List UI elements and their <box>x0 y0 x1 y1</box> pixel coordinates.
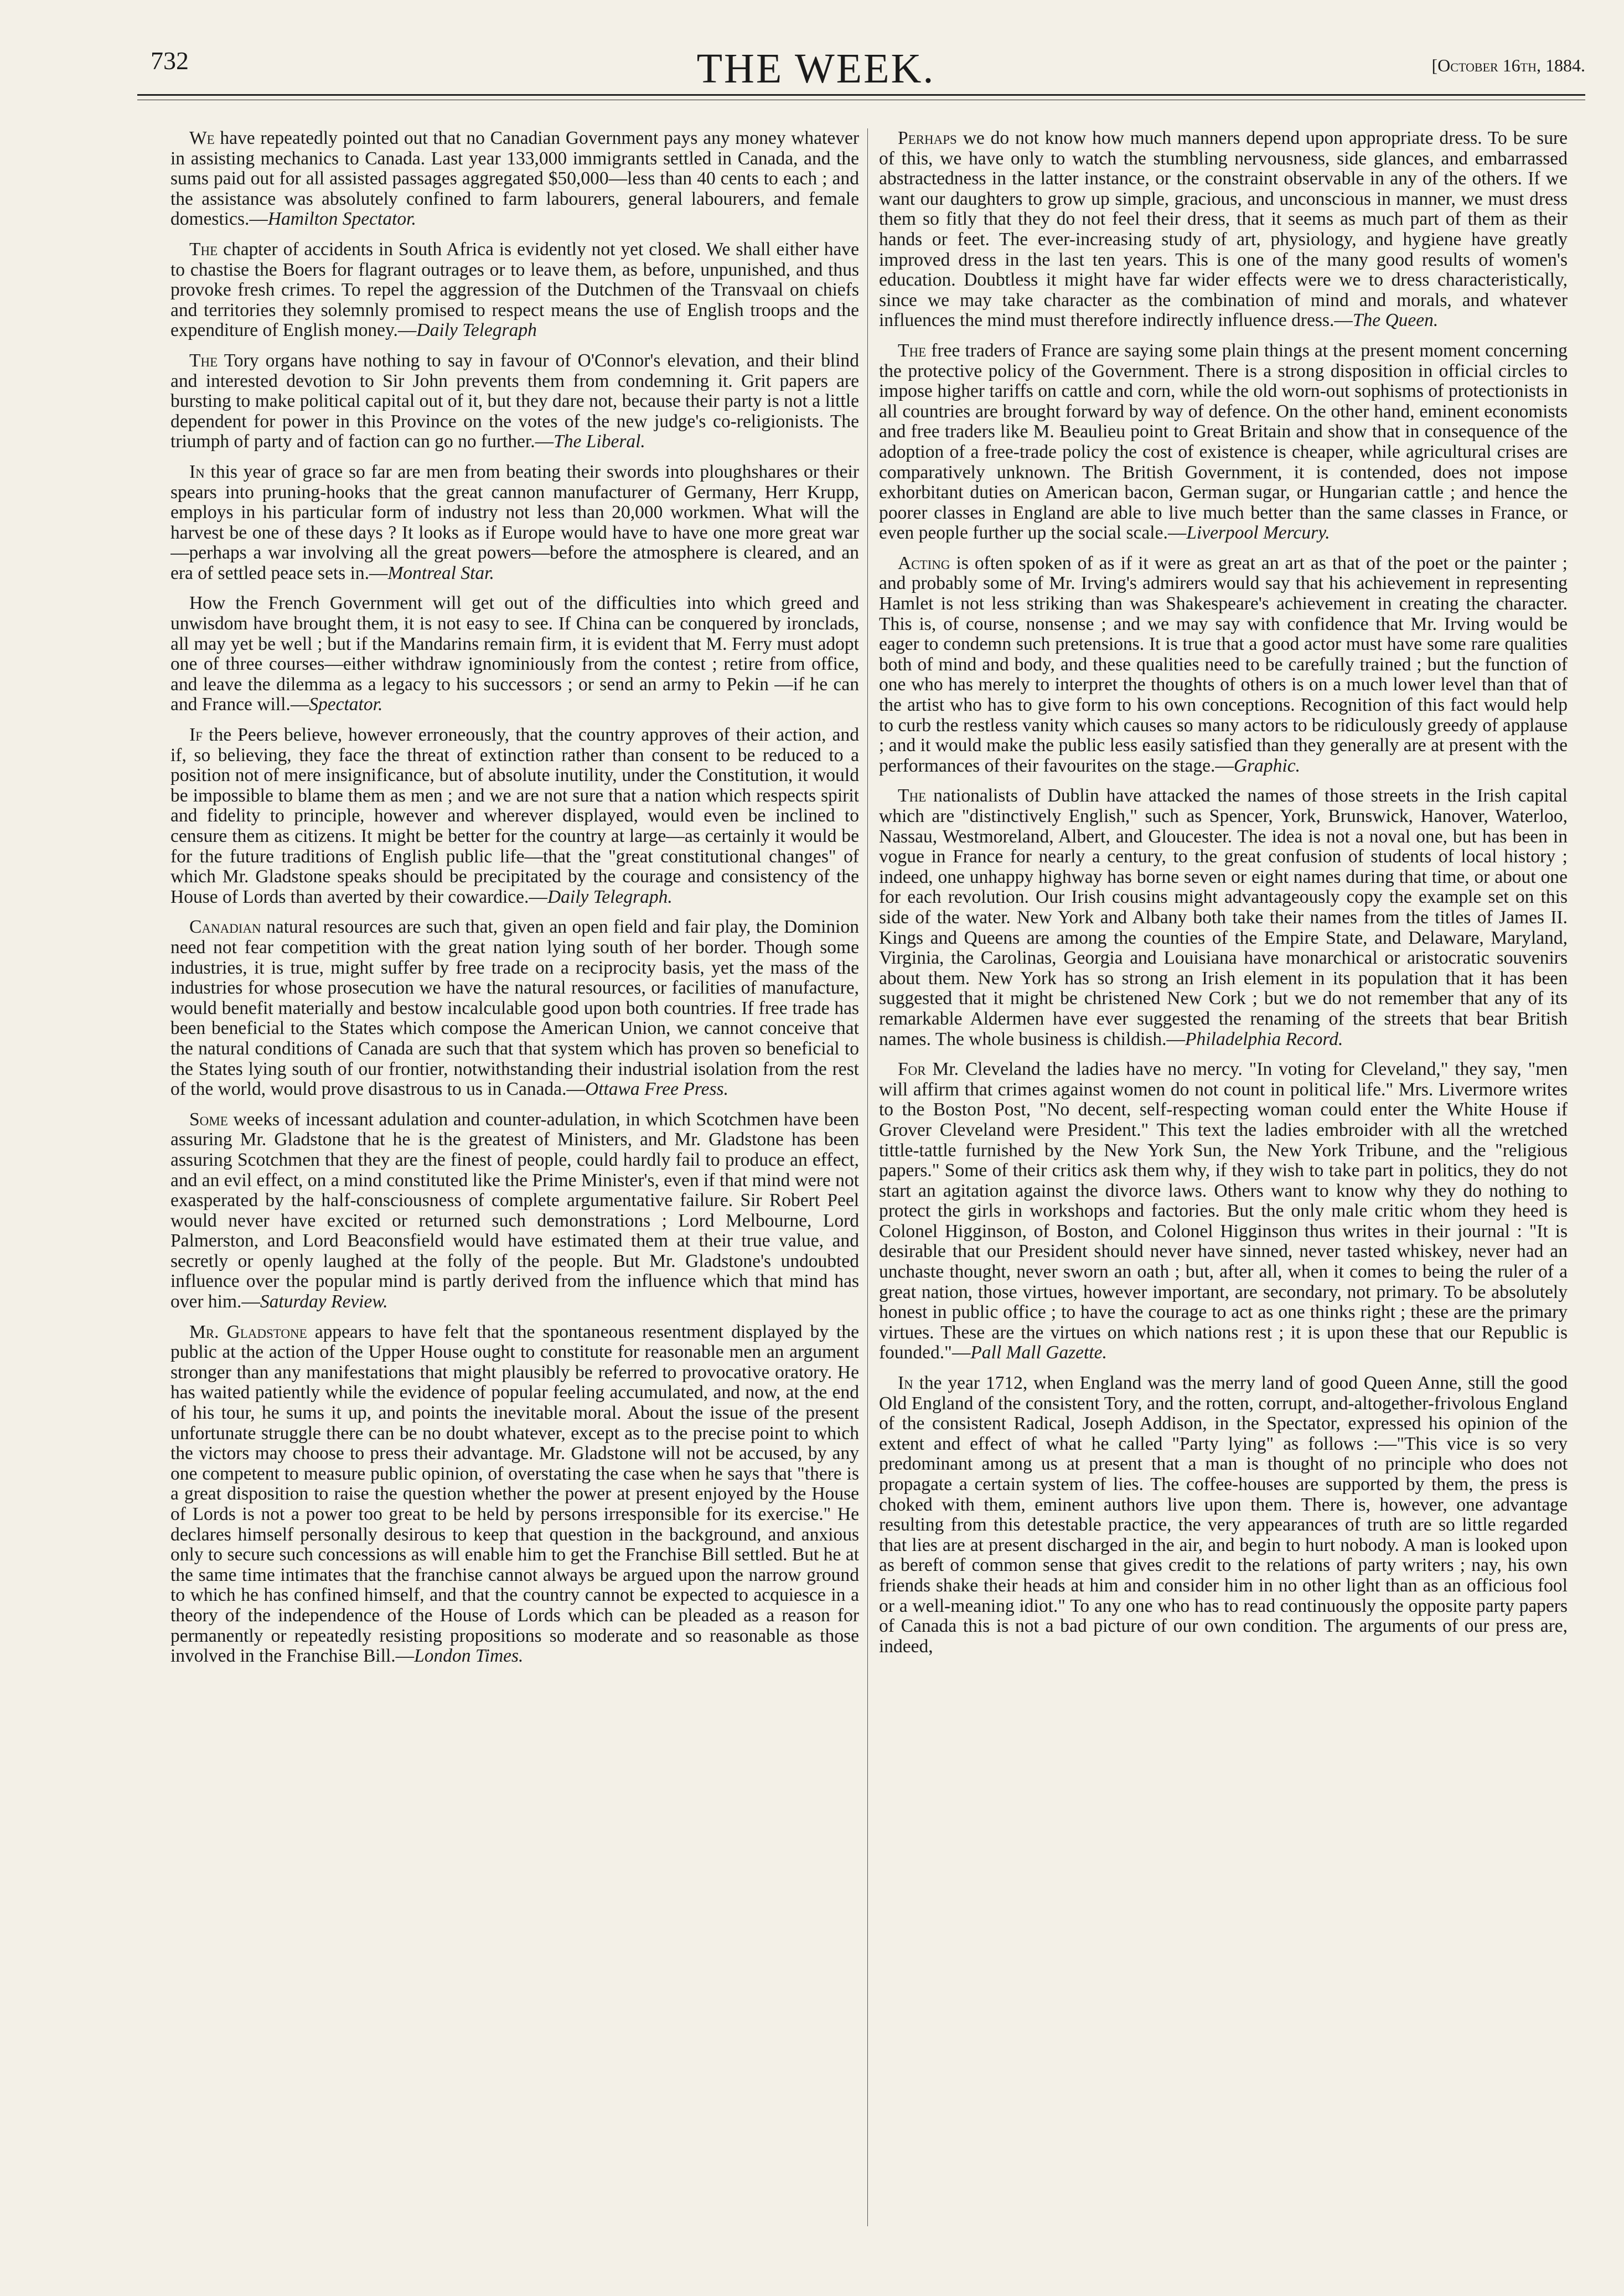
paragraph-lead: The <box>898 785 927 806</box>
paragraph-text: Mr. Cleveland the ladies have no mercy. "In voting for Cleveland," they say, "men will affirm that crimes against women do not count in political life." Mrs. Livermore writes to the Boston Post, "No decent, self-respecting woman could enter the White House if Grover Cleveland were President." This text the ladies embroider with all the wretched tittle-tattle furnished by the New York Sun, the New York Tribune, and the "religious papers." Some of their critics ask them why, if they wish to take part in politics, they do not start an agitation against the divorce laws. Others want to know why they do nothing to protect the girls in workshops and factories. But the only male critic whom they heed is Colonel Higginson, of Boston, and Colonel Higginson thus writes in their journal : "It is desirable that our President should never have sinned, never tasted whiskey, never had an unchaste thought, never sworn an oath ; but, after all, when it comes to being the ruler of a great nation, those virtues, however important, are secondary, not primary. To be absolutely honest in public office ; to have the courage to act as one thinks right ; these are the primary virtues. These are the virtues on which nations rest ; it is upon these that our Republic is founded."— <box>879 1059 1568 1363</box>
paragraph-text: natural resources are such that, given an open field and fair play, the Dominion need not fear competition with the great nation lying south of her border. Though some industries, it is true, might suffer by free trade on a reciprocity basis, yet the mass of the industries for whose prosecution we have the natural resources, or facilities of manufacture, would benefit materially and bestow incalculable good upon both countries. If free trade has been beneficial to the States which compose the American Union, we cannot conceive that the natural conditions of Canada are such that that system which has proven so beneficial to the States lying south of our frontier, notwithstanding their industrial isolation from the rest of the world, would prove disastrous to us in Canada.— <box>170 917 859 1100</box>
right-column <box>879 128 1568 2254</box>
article-paragraph <box>879 1059 1568 1363</box>
paragraph-source: The Queen. <box>1352 310 1439 331</box>
paragraph-text: the year 1712, when England was the merry land of good Queen Anne, still the good Old England of the consistent Tory, and the rotten, corrupt, and-altogether-frivolous England of the consistent Radical, Joseph Addison, in the Spectator, expressed his opinion of the extent and effect of what he called "Party lying" as follows :—"This vice is so very predominant among us at present that a man is thought of no principle who does not propagate a certain system of lies. The coffee-houses are supported by them, the press is choked with them, eminent authors live upon them. There is, however, one advantage resulting from this detestable practice, the very appearances of truth are so little regarded that lies are at present discharged in the air, and begin to hurt nobody. A man is looked upon as bereft of common sense that gives credit to the relations of party writers ; nay, his own friends shake their heads at him and consider him in no other light than as an officious fool or a well-meaning idiot." To any one who has to read continuously the opposite party papers of Canada this is not a bad picture of our own condition. The arguments of our press are, indeed, <box>879 1373 1568 1657</box>
paragraph-text: this year of grace so far are men from beating their swords into ploughshares or their spears into pruning-hooks that the great cannon manufacturer of Germany, Herr Krupp, employs in his particular form of industry not less than 20,000 workmen. What will the harvest be one of these days ? It looks as if Europe would have to have one more great war —perhaps a war involving all the great powers—before the atmosphere is cleared, and an era of settled peace sets in.— <box>170 461 859 583</box>
paragraph-lead: The <box>189 239 218 260</box>
paragraph-text: we do not know how much manners depend upon appropriate dress. To be sure of this, we have only to watch the stumbling nervousness, side glances, and embarrassed abstractedness in the latter instance, or the constraint observable in any of the others. If we want our daughters to grow up simple, gracious, and unconscious in manner, we must dress them so fitly that they do not feel their dress, that it seems as much part of them as their hands or feet. The ever-increasing study of art, physiology, and hygiene have greatly improved dress in the last ten years. This is one of the many good results of women's education. Doubtless it might have far wider effects were we to dress characteristically, since we may take character as the combination of mind and morals, and whatever influences the mind must therefore indirectly influence dress.— <box>879 128 1568 331</box>
paragraph-text: chapter of accidents in South Africa is evidently not yet closed. We shall either have to chastise the Boers for flagrant outrages or to leave them, as before, unpunished, and thus provoke fresh crimes. To repel the aggression of the Dutchmen of the Transvaal on chiefs and territories they solemnly promised to respect means the use of English troops and the expenditure of English money.— <box>170 239 859 341</box>
paragraph-text: free traders of France are saying some plain things at the present moment concerning the protective policy of the Government. There is a strong disposition in official circles to impose higher tariffs on cattle and corn, while the old worn-out sophisms of protectionists in all countries are brought forward by way of defence. On the other hand, eminent economists and free traders like M. Beaulieu point to Great Britain and show that in consequence of the adoption of a free-trade policy the cost of existence is cheaper, while agricultural crises are comparatively unknown. The British Government, it is contended, does not impose exhorbitant duties on American bacon, German sugar, or Hungarian cattle ; and hence the poorer classes in England are able to live much better than the same classes in France, or even people further up the social scale.— <box>879 340 1568 544</box>
article-paragraph <box>170 725 859 907</box>
paragraph-source: Ottawa Free Press. <box>585 1079 728 1100</box>
column-divider <box>867 128 868 2226</box>
paragraph-lead: We <box>189 128 215 148</box>
article-paragraph <box>170 1110 859 1312</box>
paragraph-source: Philadelphia Record. <box>1185 1028 1343 1049</box>
article-paragraph <box>170 462 859 584</box>
article-paragraph <box>170 593 859 715</box>
paragraph-lead: Mr. Gladstone <box>189 1321 307 1342</box>
paragraph-source: Daily Telegraph. <box>547 886 673 907</box>
paragraph-source: London Times. <box>414 1646 524 1667</box>
paragraph-lead: The <box>189 350 218 371</box>
article-paragraph <box>879 1373 1568 1657</box>
paragraph-source: Liverpool Mercury. <box>1186 523 1330 544</box>
issue-date: [October 16th, 1884. <box>1431 55 1585 75</box>
article-paragraph <box>879 341 1568 544</box>
paragraph-source: Saturday Review. <box>260 1291 388 1312</box>
paragraph-text: the Peers believe, however erroneously, that the country approves of their action, and if, so believing, they face the threat of extinction rather than consent to be reduced to a position not of mere insignificance, but of absolute inutility, under the Constitution, it would be impossible to blame them as men ; and we are not sure that a nation which respects spirit and fidelity to principle, however and wherever displayed, would even be inclined to censure them as citizens. It might be better for the country at large—as certainly it would be for the future traditions of English public life—that the "great constitutional changes" of which Mr. Gladstone speaks should be precipitated by the courage and consistency of the House of Lords than averted by their cowardice.— <box>170 725 859 907</box>
page-number: 732 <box>151 46 189 75</box>
paragraph-text: How the French Government will get out of the difficulties into which greed and unwisdom have brought them, it is not easy to see. If China can be conquered by ironclads, all may yet be well ; but if the Mandarins remain firm, it is evident that M. Ferry must adopt one of three courses—either withdraw ignominiously from the contest ; retire from office, and leave the dilemma as a legacy to his successors ; or send an army to Pekin —if he can and France will.— <box>170 593 859 715</box>
paragraph-lead: The <box>898 340 927 361</box>
paragraph-text: Tory organs have nothing to say in favour of O'Connor's elevation, and their blind and interested devotion to Sir John prevents them from condemning it. Grit papers are bursting to make political capital out of it, but they dare not, because their party is not a little dependent for power in this Province on the votes of the new judge's co-religionists. The triumph of party and of faction can go no further.— <box>170 350 859 452</box>
paragraph-source: Graphic. <box>1233 755 1300 776</box>
article-paragraph <box>879 786 1568 1049</box>
paragraph-lead: If <box>189 725 203 746</box>
paragraph-lead: For <box>898 1059 926 1080</box>
article-paragraph <box>170 917 859 1099</box>
article-paragraph <box>170 128 859 230</box>
article-paragraph <box>170 351 859 452</box>
paragraph-text: weeks of incessant adulation and counter-adulation, in which Scotchmen have been assuring Mr. Gladstone that he is the greatest of Ministers, and Mr. Gladstone has been assuring Scotchmen that they are the finest of people, could hardly fail to produce an effect, and an evil effect, on a mind constituted like the Prime Minister's, even if that mind were not exasperated by the half-consciousness of complete argumentative failure. Sir Robert Peel would never have excited or returned such demonstrations ; Lord Melbourne, Lord Palmerston, and Lord Beaconsfield would have estimated them at their true value, and secretly or openly laughed at the folly of the people. But Mr. Gladstone's undoubted influence over the popular mind is partly derived from the influence which that mind has over him.— <box>170 1109 859 1312</box>
paragraph-lead: In <box>189 461 205 482</box>
paragraph-source: Spectator. <box>309 694 383 715</box>
paragraph-source: Montreal Star. <box>387 562 494 583</box>
paragraph-lead: Canadian <box>189 917 261 938</box>
paragraph-text: is often spoken of as if it were as great an art as that of the poet or the painter ; and probably some of Mr. Irving's admirers would say that his achievement in representing Hamlet is not less striking than was Shakespeare's achievement in creating the character. This is, of course, nonsense ; and we may say with confidence that Mr. Irving would be eager to condemn such pretensions. It is true that a good actor must have some rare qualities both of mind and body, and these qualities need to be carefully trained ; but the function of one who has merely to interpret the thoughts of others is on a much lower level than that of the artist who has to give form to his own conceptions. Recognition of this fact would help to curb the restless vanity which causes so many actors to be ridiculously greedy of applause ; and it would make the public less easily satisfied than they generally are at present with the performances of their favourites on the stage.— <box>879 552 1568 776</box>
paragraph-lead: Some <box>189 1109 228 1130</box>
header-rule-thick <box>137 94 1585 96</box>
paragraph-source: Hamilton Spectator. <box>267 209 416 230</box>
article-paragraph <box>170 1322 859 1667</box>
paragraph-text: have repeatedly pointed out that no Canadian Government pays any money whatever in assisting mechanics to Canada. Last year 133,000 immigrants settled in Canada, and the sums paid out for all assisted passages aggregated $50,000—less than 40 cents to each ; and the assistance was absolutely confined to farm labourers, general labourers, and female domestics.— <box>170 128 859 230</box>
paragraph-source: Daily Telegraph <box>416 320 537 341</box>
article-paragraph <box>170 240 859 341</box>
paragraph-source: The Liberal. <box>554 431 645 452</box>
masthead: THE WEEK. <box>696 45 935 92</box>
paragraph-lead: Perhaps <box>898 128 957 148</box>
left-column <box>170 128 859 2254</box>
paragraph-text: nationalists of Dublin have attacked the names of those streets in the Irish capital which are "distinctively English," such as Spencer, York, Brunswick, Hanover, Waterloo, Nassau, Westmoreland, Albert, and Gloucester. The idea is not a noval one, but has been in vogue in France for nearly a century, to the great confusion of students of local history ; indeed, one unhappy highway has borne seven or eight names during that time, or about one for each revolution. Our Irish cousins might advantageously copy the example set on this side of the water. New York and Albany both take their names from the titles of James II. Kings and Queens are among the counties of the Empire State, and Delaware, Maryland, Virginia, the Carolinas, Georgia and Louisiana have monarchical or aristocratic souvenirs about them. New York has so strong an Irish element in its population that it has been suggested that it might be christened New Cork ; but we do not remember that any of its remarkable Aldermen have ever suggested the renaming of the streets that bear British names. The whole business is childish.— <box>879 785 1568 1049</box>
article-paragraph <box>879 554 1568 777</box>
paragraph-lead: Acting <box>898 552 950 573</box>
paragraph-text: appears to have felt that the spontaneous resentment displayed by the public at the action of the Upper House ought to constitute for reasonable men an argument stronger than any manifestations that might plausibly be referred to provocative oratory. He has waited patiently while the evidence of popular feeling accumulated, and now, at the end of his tour, he sums it up, and points the inevitable moral. About the issue of the present unfortunate struggle there can be no doubt whatever, except as to the precise point to which the victors may choose to press their advantage. Mr. Gladstone will not be accused, by any one competent to measure public opinion, of overstating the case when he says that "there is a great disposition to raise the question whether the power at present enjoyed by the House of Lords is not a power too great to be held by persons irresponsible for its exercise." He declares himself personally desirous to keep that question in the background, and anxious only to secure such concessions as will enable him to get the Franchise Bill settled. But he at the same time intimates that the franchise cannot always be argued upon the narrow ground to which he has confined himself, and that the country cannot be expected to acquiesce in a theory of the independence of the House of Lords which can be pleaded as a reason for permanently or repeatedly resisting propositions so moderate and so reasonable as those involved in the Franchise Bill.— <box>170 1321 859 1667</box>
paragraph-lead: In <box>898 1373 913 1394</box>
article-paragraph <box>879 128 1568 331</box>
paragraph-source: Pall Mall Gazette. <box>970 1342 1107 1363</box>
